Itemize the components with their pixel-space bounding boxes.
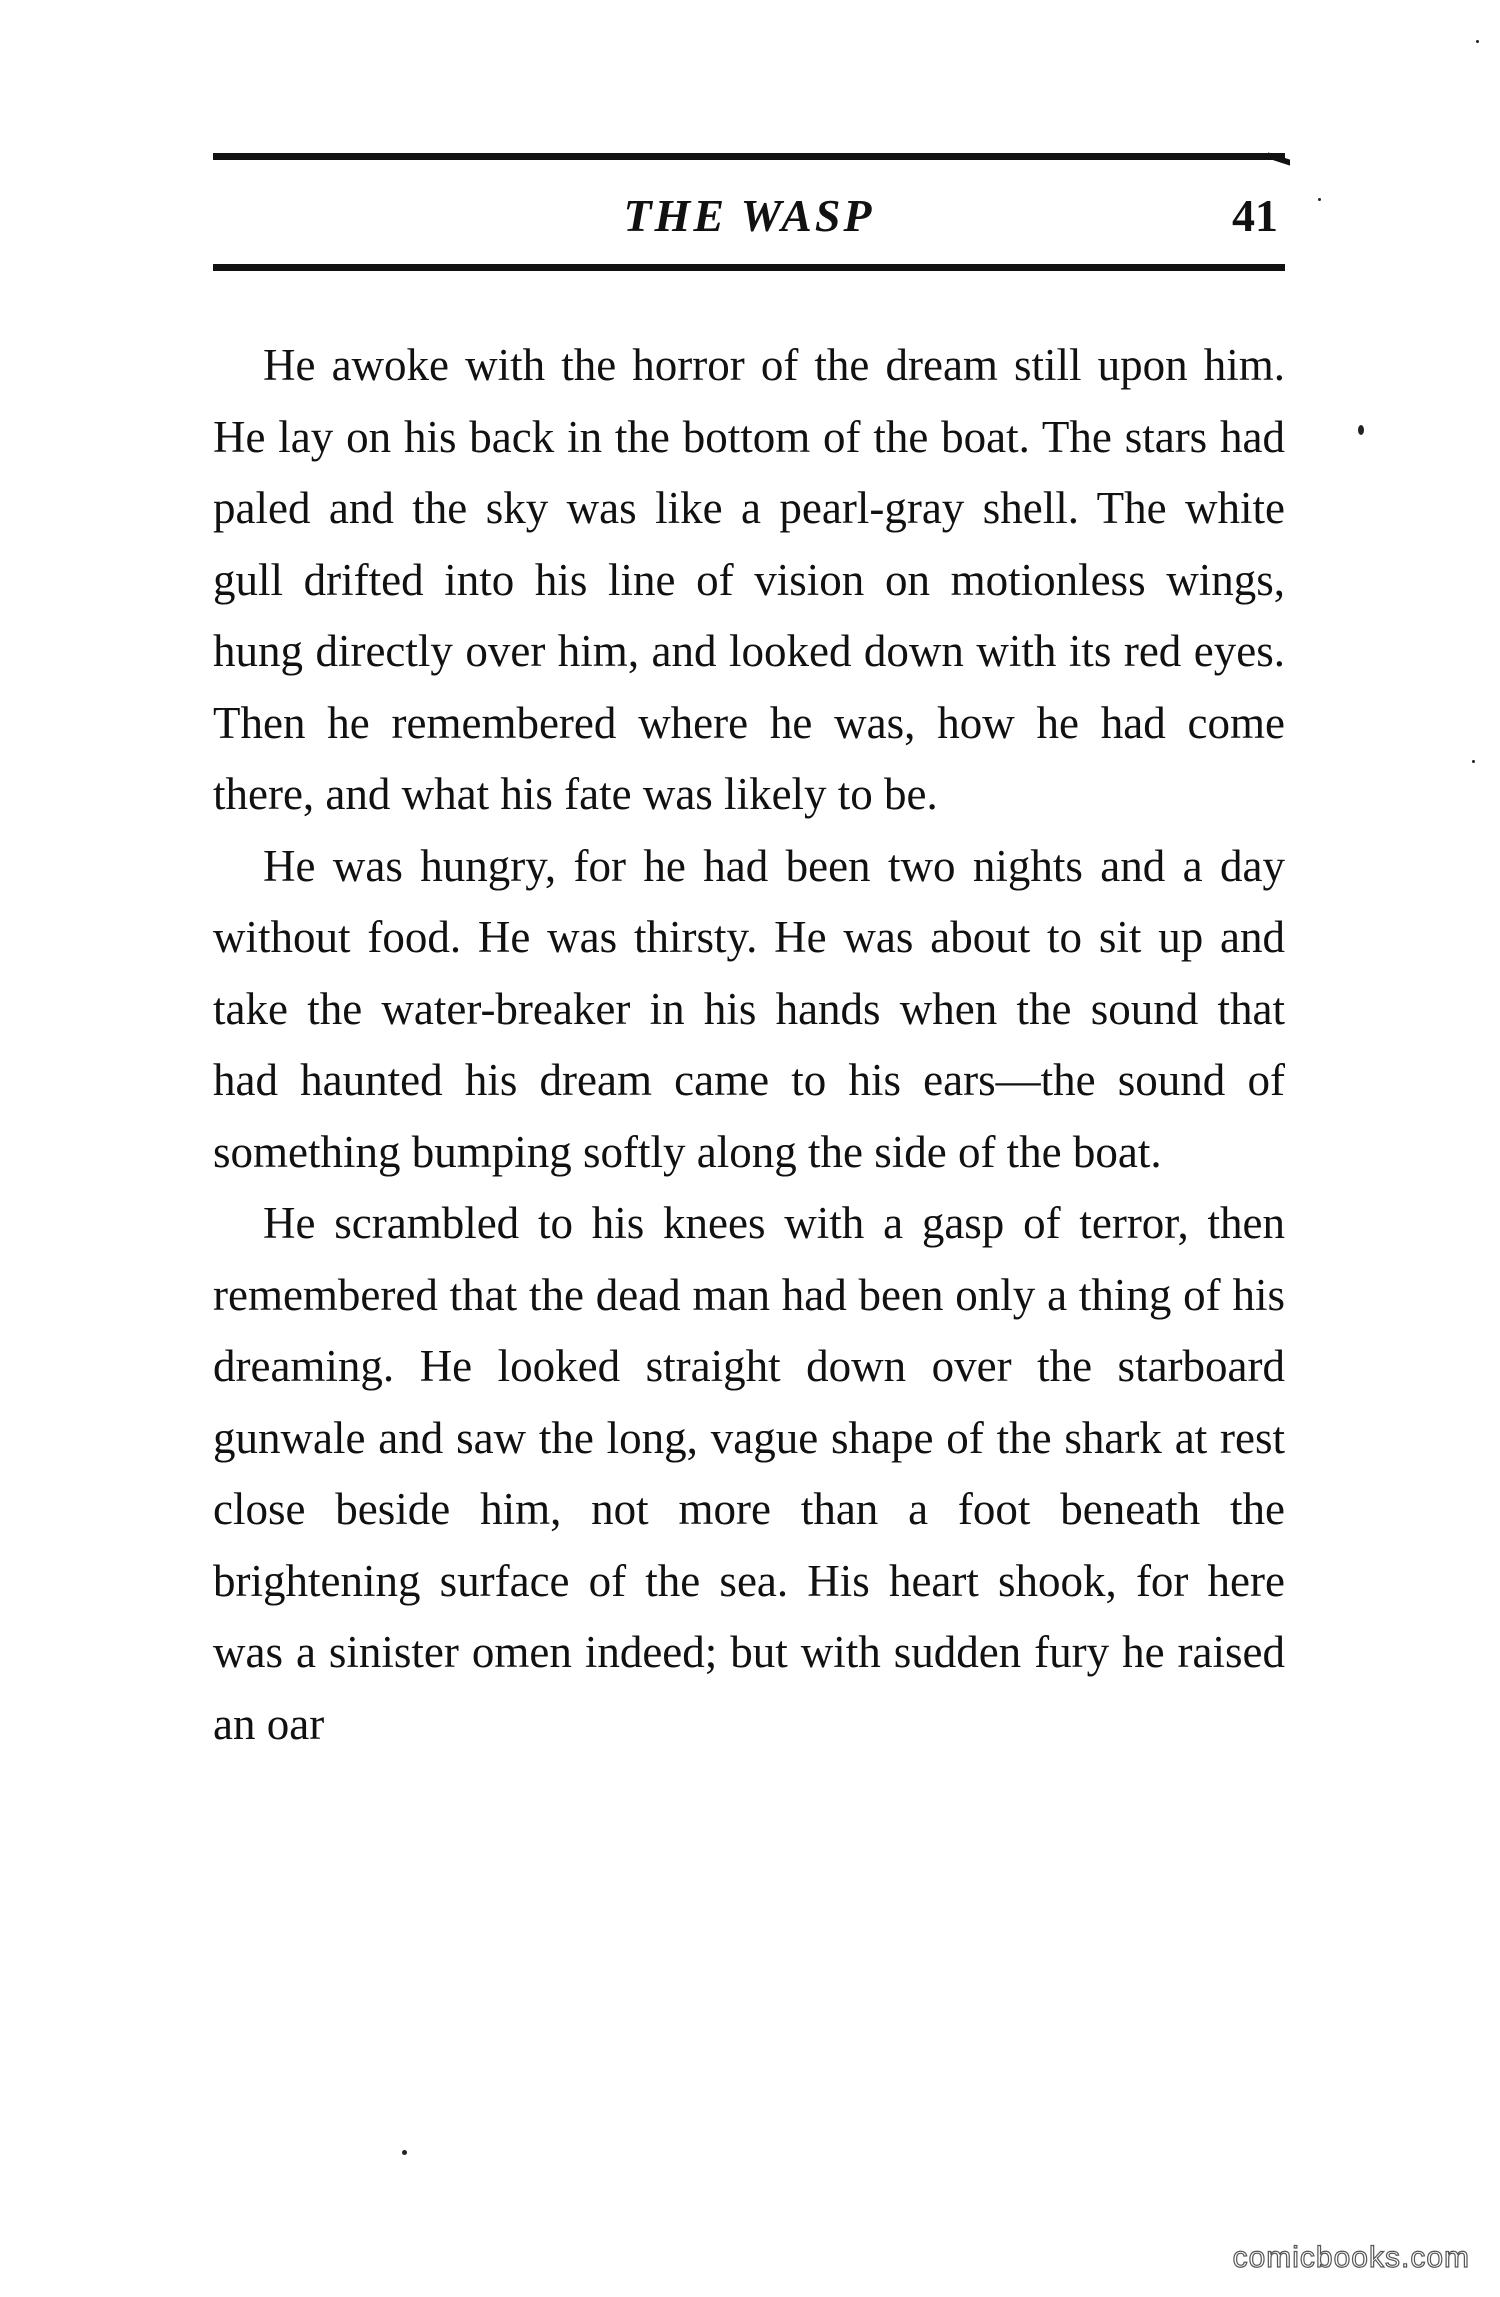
header-top-rule xyxy=(213,153,1285,160)
paragraph-2: He was hungry, for he had been two nights and a day without food. He was thirsty. He was about to sit up and take the water-breaker in his hands when the sound that had haunted his dream came to his ears—the sound of something bumping softly along the side of the boat. xyxy=(213,840,1285,1177)
scan-speck xyxy=(402,2150,407,2155)
header-bottom-rule xyxy=(213,264,1285,271)
watermark: comicbooks.com xyxy=(1232,2241,1470,2274)
scan-speck xyxy=(1358,425,1364,435)
paragraph-3: He scrambled to his knees with a gasp of terror, then remembered that the dead man had been only a thing of his dreaming. He looked straight down over the starboard gunwale and saw the long, vague shape of the shark at rest close beside him, not more than a foot beneath the brightening surface of the sea. His heart shook, for here was a sinister omen indeed; but with sudden fury he raised an oar xyxy=(213,1198,1285,1749)
body-text xyxy=(213,330,1285,1760)
scan-speck xyxy=(1476,40,1479,43)
page-number: 41 xyxy=(1232,190,1278,241)
scan-speck xyxy=(1318,198,1321,201)
scan-speck xyxy=(1472,760,1475,763)
paragraph-1: He awoke with the horror of the dream still upon him. He lay on his back in the bottom of the boat. The stars had paled and the sky was like a pearl-gray shell. The white gull drifted into his line of vision on motionless wings, hung directly over him, and looked down with its red eyes. Then he remembered where he was, how he had come there, and what his fate was likely to be. xyxy=(213,340,1285,819)
running-title: THE WASP xyxy=(623,190,875,241)
